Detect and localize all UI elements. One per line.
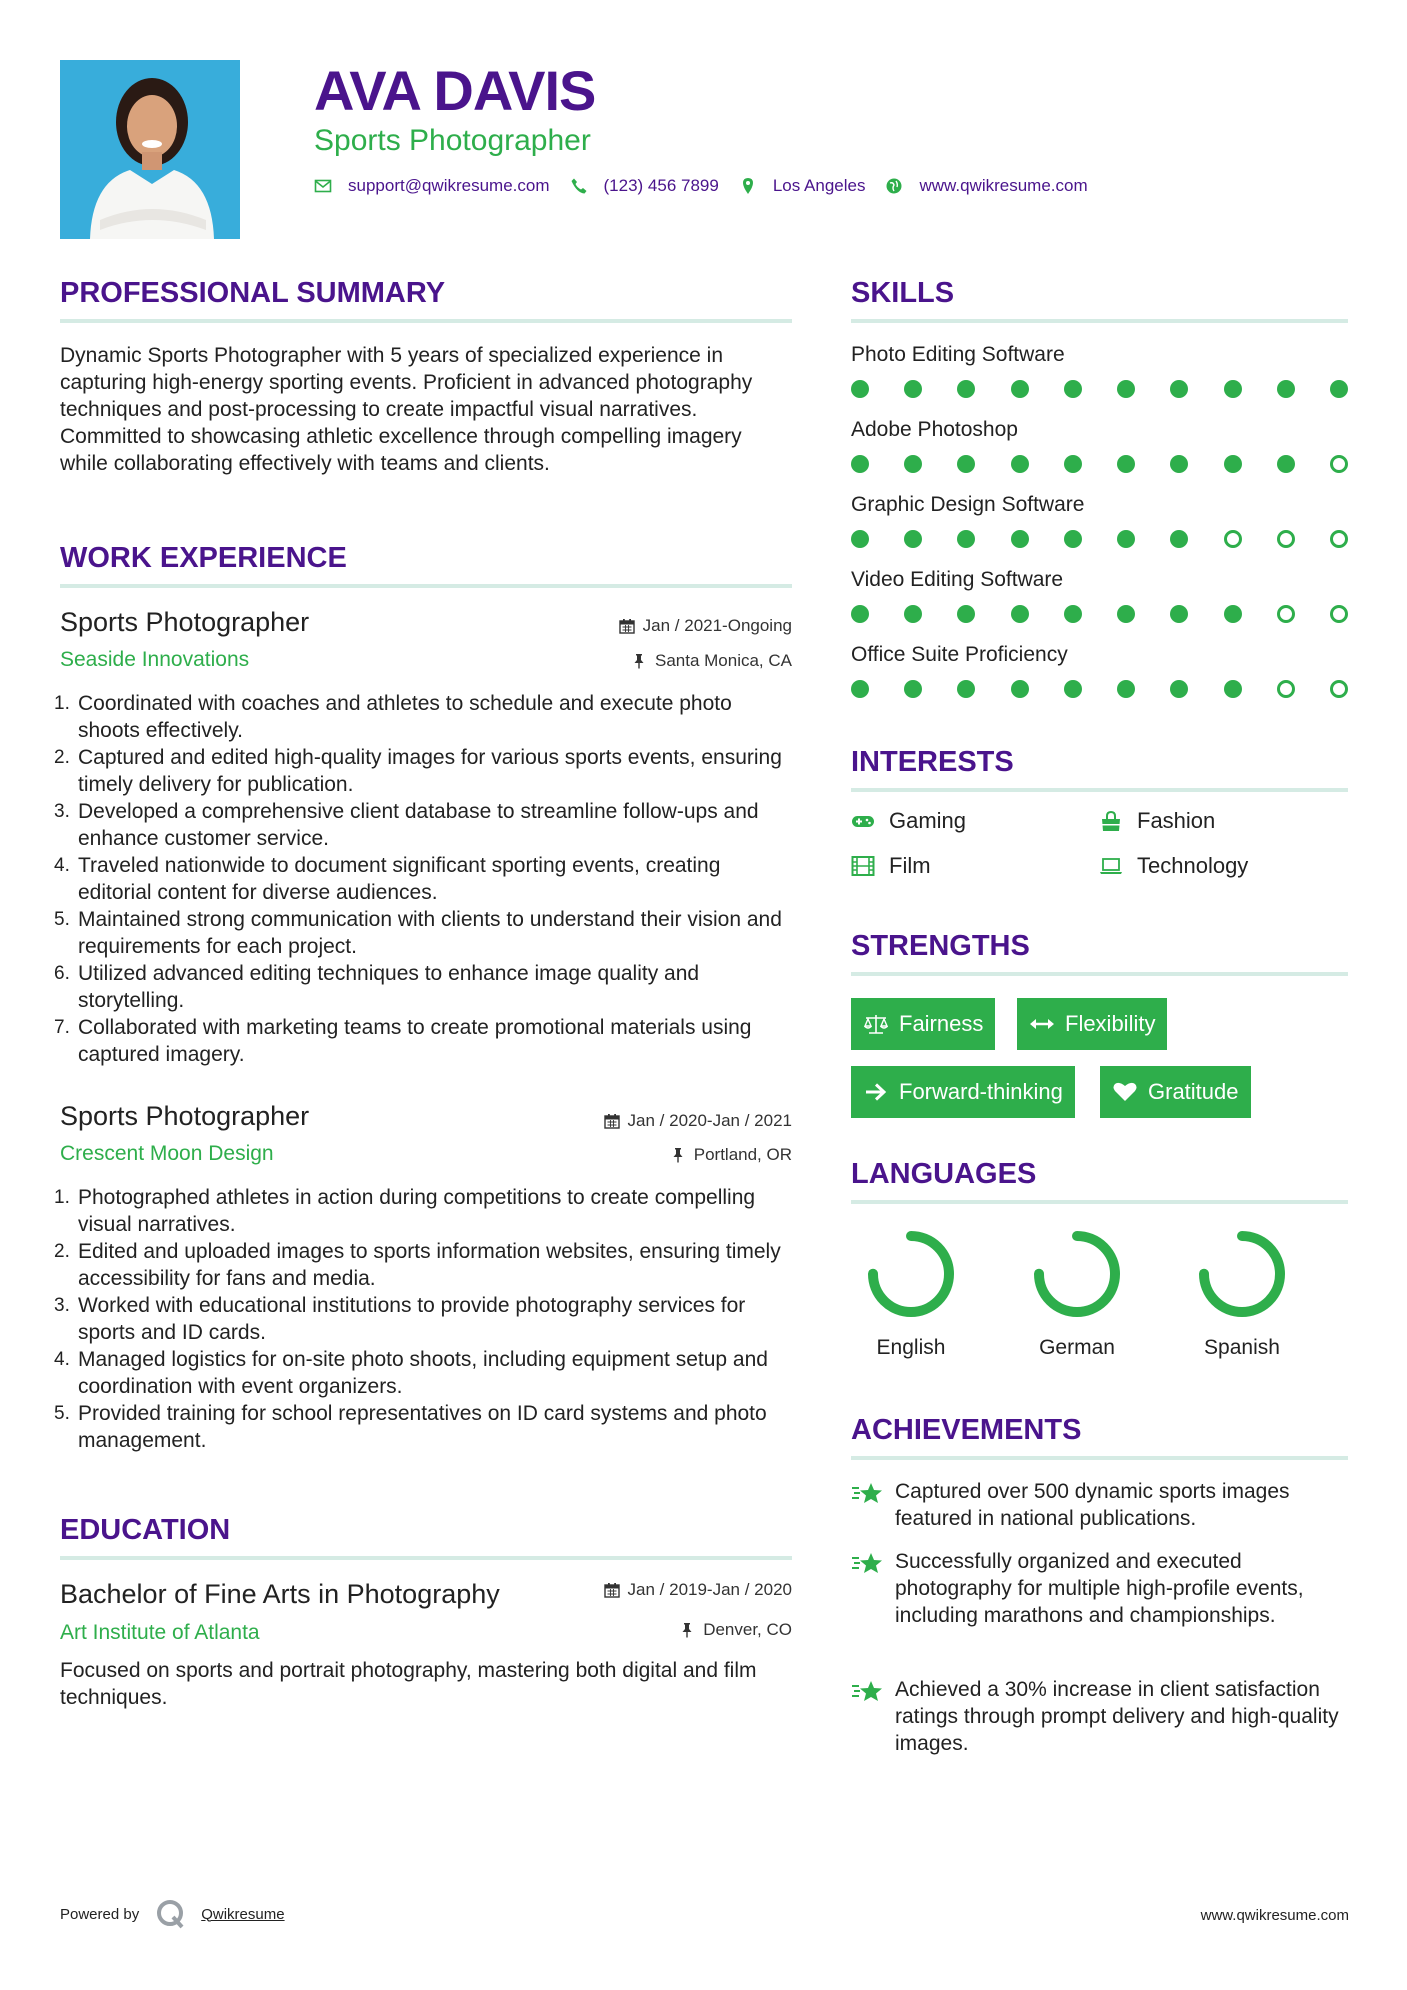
star-trophy-icon — [851, 1480, 885, 1508]
job-2-dates — [480, 1111, 792, 1131]
rating-dot-filled — [1011, 680, 1029, 698]
rating-dot-empty — [1330, 455, 1348, 473]
list-item: 1. Coordinated with coaches and athletes to schedule and execute photo shoots effectively. — [54, 692, 732, 742]
rating-dot-filled — [1170, 680, 1188, 698]
profile-photo — [60, 60, 240, 239]
achievements-divider — [851, 1456, 1348, 1460]
rating-dot-filled — [1011, 380, 1029, 398]
strengths-divider — [851, 972, 1348, 976]
rating-dot-filled — [1170, 380, 1188, 398]
rating-dot-filled — [1170, 455, 1188, 473]
language-level-ring — [1029, 1226, 1125, 1322]
rating-dot-filled — [904, 455, 922, 473]
list-item: 1. Photographed athletes in action during competitions to create compelling visual narratives. — [54, 1186, 756, 1236]
list-item: 5. Provided training for school representatives on ID card systems and photo management. — [54, 1402, 767, 1452]
rating-dot-filled — [957, 455, 975, 473]
skill-name: Photo Editing Software — [851, 343, 1065, 366]
language-item — [1027, 1226, 1127, 1360]
profile-photo-illustration — [60, 60, 240, 239]
duty-text: Traveled nationwide to document significant sporting events, creating editorial content for diverse audiences. — [78, 854, 721, 904]
phone-icon — [570, 177, 588, 195]
achievement-item — [851, 1548, 1348, 1629]
candidate-title: Sports Photographer — [314, 124, 591, 157]
laptop-icon — [1099, 855, 1123, 877]
skill-rating — [851, 380, 1348, 398]
candidate-name: AVA DAVIS — [314, 59, 596, 122]
job-1-duties — [54, 690, 792, 1068]
rating-dot-empty — [1330, 605, 1348, 623]
job-1-location-text: Santa Monica, CA — [654, 651, 792, 670]
rating-dot-filled — [851, 455, 869, 473]
education-dates — [480, 1580, 792, 1600]
rating-dot-empty — [1277, 680, 1295, 698]
arrows-horizontal-icon — [1029, 1013, 1055, 1035]
achievement-text: Captured over 500 dynamic sports images featured in national publications. — [895, 1480, 1290, 1530]
language-level-arc — [1204, 1236, 1280, 1312]
powered-by-text: Powered by — [60, 1905, 140, 1923]
film-icon — [851, 855, 875, 877]
strength-label: Flexibility — [1065, 1011, 1156, 1036]
map-marker-icon — [739, 177, 757, 195]
contact-bar — [314, 176, 1108, 196]
list-item: 6. Utilized advanced editing techniques to enhance image quality and storytelling. — [54, 962, 700, 1012]
rating-dot-filled — [957, 380, 975, 398]
footer-site[interactable]: www.qwikresume.com — [1200, 1907, 1349, 1924]
job-1-dates — [500, 616, 792, 636]
list-item: 4. Managed logistics for on-site photo shoots, including equipment setup and coordination with event organizers. — [54, 1348, 768, 1398]
strength-forward-thinking — [851, 1066, 1075, 1118]
skill-rating — [851, 680, 1348, 698]
rating-dot-filled — [1277, 455, 1295, 473]
job-2-location-text: Portland, OR — [693, 1145, 792, 1164]
rating-dot-filled — [851, 605, 869, 623]
interest-film — [851, 853, 931, 879]
gamepad-icon — [851, 810, 875, 832]
achievement-item — [851, 1676, 1348, 1757]
rating-dot-filled — [957, 680, 975, 698]
job-2-company: Crescent Moon Design — [60, 1142, 274, 1165]
achievement-item — [851, 1478, 1348, 1532]
duty-text: Coordinated with coaches and athletes to schedule and execute photo shoots effectively. — [78, 692, 732, 742]
rating-dot-filled — [904, 680, 922, 698]
rating-dot-filled — [1064, 680, 1082, 698]
language-level-arc — [873, 1236, 949, 1312]
list-item: 7. Collaborated with marketing teams to create promotional materials using captured imagery. — [54, 1016, 752, 1066]
rating-dot-empty — [1224, 530, 1242, 548]
language-name: Spanish — [1204, 1336, 1280, 1359]
rating-dot-filled — [1011, 530, 1029, 548]
language-name: English — [876, 1336, 946, 1359]
arrow-right-icon — [863, 1081, 889, 1103]
rating-dot-filled — [1117, 455, 1135, 473]
rating-dot-empty — [1330, 530, 1348, 548]
footer-powered — [60, 1898, 285, 1930]
skill-name: Office Suite Proficiency — [851, 643, 1068, 666]
contact-email-text: support@qwikresume.com — [348, 176, 550, 195]
pushpin-icon — [679, 1622, 695, 1638]
strength-label: Forward-thinking — [899, 1079, 1063, 1104]
rating-dot-filled — [851, 380, 869, 398]
shopping-bag-icon — [1099, 810, 1123, 832]
education-location-text: Denver, CO — [703, 1620, 792, 1639]
job-1-location — [500, 651, 792, 671]
language-level-arc — [1039, 1236, 1115, 1312]
duty-text: Utilized advanced editing techniques to enhance image quality and storytelling. — [78, 962, 700, 1012]
skill-name: Graphic Design Software — [851, 493, 1085, 516]
education-degree: Bachelor of Fine Arts in Photography — [60, 1579, 500, 1609]
star-trophy-icon — [851, 1550, 885, 1578]
rating-dot-filled — [1117, 530, 1135, 548]
rating-dot-filled — [1277, 380, 1295, 398]
rating-dot-filled — [1170, 530, 1188, 548]
rating-dot-filled — [1117, 380, 1135, 398]
interest-fashion — [1099, 808, 1215, 834]
rating-dot-filled — [1117, 680, 1135, 698]
rating-dot-empty — [1330, 680, 1348, 698]
education-text: Focused on sports and portrait photography, mastering both digital and film techniques. — [60, 1659, 757, 1709]
calendar-icon — [604, 1113, 620, 1129]
list-item: 4. Traveled nationwide to document significant sporting events, creating editorial content for diverse audiences. — [54, 854, 721, 904]
list-item: 3. Developed a comprehensive client database to streamline follow-ups and enhance customer service. — [54, 800, 759, 850]
skill-rating — [851, 605, 1348, 623]
duty-text: Managed logistics for on-site photo shoots, including equipment setup and coordination with event organizers. — [78, 1348, 768, 1398]
education-dates-text: Jan / 2019-Jan / 2020 — [627, 1580, 792, 1599]
qwikresume-logo-icon — [155, 1898, 187, 1930]
contact-website-text: www.qwikresume.com — [919, 176, 1088, 195]
heart-icon — [1112, 1081, 1138, 1103]
strengths-heading: STRENGTHS — [851, 930, 1030, 962]
rating-dot-filled — [1224, 680, 1242, 698]
job-2-dates-text: Jan / 2020-Jan / 2021 — [627, 1111, 792, 1130]
language-level-ring — [863, 1226, 959, 1322]
interests-heading: INTERESTS — [851, 746, 1014, 778]
summary-heading: PROFESSIONAL SUMMARY — [60, 277, 446, 309]
rating-dot-filled — [1170, 605, 1188, 623]
interest-label: Gaming — [889, 808, 967, 833]
contact-location — [739, 176, 866, 196]
rating-dot-filled — [1224, 380, 1242, 398]
achievement-text: Successfully organized and executed photography for multiple high-profile events, including marathons and championships. — [895, 1550, 1304, 1627]
skill-rating — [851, 455, 1348, 473]
contact-phone-text: (123) 456 7899 — [603, 176, 719, 195]
contact-phone[interactable] — [570, 176, 719, 196]
achievements-heading: ACHIEVEMENTS — [851, 1414, 1082, 1446]
languages-divider — [851, 1200, 1348, 1204]
language-item — [861, 1226, 961, 1360]
rating-dot-filled — [1011, 605, 1029, 623]
contact-website[interactable] — [885, 176, 1087, 196]
job-2-title: Sports Photographer — [60, 1101, 310, 1131]
education-divider — [60, 1556, 792, 1560]
duty-text: Maintained strong communication with clients to understand their vision and requirements for each project. — [78, 908, 782, 958]
qwikresume-link[interactable]: Qwikresume — [201, 1905, 285, 1923]
interest-label: Fashion — [1137, 808, 1216, 833]
strength-gratitude — [1100, 1066, 1251, 1118]
skill-rating — [851, 530, 1348, 548]
contact-email[interactable] — [314, 176, 550, 196]
rating-dot-filled — [1011, 455, 1029, 473]
rating-dot-filled — [1224, 605, 1242, 623]
pushpin-icon — [631, 653, 647, 669]
interests-divider — [851, 788, 1348, 792]
rating-dot-filled — [1064, 605, 1082, 623]
rating-dot-empty — [1277, 530, 1295, 548]
rating-dot-filled — [1330, 380, 1348, 398]
star-trophy-icon — [851, 1678, 885, 1706]
experience-heading: WORK EXPERIENCE — [60, 542, 347, 574]
list-item: 3. Worked with educational institutions to provide photography services for sports and ID cards. — [54, 1294, 746, 1344]
job-2-location — [500, 1145, 792, 1165]
pushpin-icon — [670, 1147, 686, 1163]
duty-text: Edited and uploaded images to sports information websites, ensuring timely accessibility for fans and media. — [78, 1240, 781, 1290]
list-item: 5. Maintained strong communication with clients to understand their vision and requirements for each project. — [54, 908, 782, 958]
skills-divider — [851, 319, 1348, 323]
summary-divider — [60, 319, 792, 323]
interest-gaming — [851, 808, 966, 834]
job-1-title: Sports Photographer — [60, 607, 310, 637]
education-location — [500, 1620, 792, 1640]
globe-icon — [885, 177, 903, 195]
rating-dot-filled — [957, 605, 975, 623]
duty-text: Worked with educational institutions to provide photography services for sports and ID cards. — [78, 1294, 746, 1344]
summary-text: Dynamic Sports Photographer with 5 years of specialized experience in capturing high-energy sporting events. Proficient in advanced photography techniques and post-processing to create impactful visual narratives. Committed to showcasing athletic excellence through compelling imagery while collaborating effectively with teams and clients. — [60, 344, 753, 475]
job-2-duties — [54, 1184, 792, 1454]
language-name: German — [1039, 1336, 1115, 1359]
education-heading: EDUCATION — [60, 1514, 231, 1546]
education-school: Art Institute of Atlanta — [60, 1621, 260, 1644]
interest-label: Film — [889, 853, 931, 878]
language-item — [1192, 1226, 1292, 1360]
calendar-icon — [604, 1582, 620, 1598]
list-item: 2. Captured and edited high-quality images for various sports events, ensuring timely delivery for publication. — [54, 746, 782, 796]
interest-label: Technology — [1137, 853, 1249, 878]
rating-dot-filled — [1224, 455, 1242, 473]
strength-fairness — [851, 998, 995, 1050]
languages-heading: LANGUAGES — [851, 1158, 1037, 1190]
interest-technology — [1099, 853, 1248, 879]
strength-flexibility — [1017, 998, 1167, 1050]
skill-name: Video Editing Software — [851, 568, 1064, 591]
duty-text: Collaborated with marketing teams to create promotional materials using captured imagery. — [78, 1016, 752, 1066]
rating-dot-filled — [957, 530, 975, 548]
rating-dot-filled — [1064, 530, 1082, 548]
skill-name: Adobe Photoshop — [851, 418, 1018, 441]
rating-dot-empty — [1277, 605, 1295, 623]
rating-dot-filled — [851, 680, 869, 698]
strength-label: Fairness — [899, 1011, 984, 1036]
experience-divider — [60, 584, 792, 588]
language-level-ring — [1194, 1226, 1290, 1322]
contact-location-text: Los Angeles — [772, 176, 866, 195]
strength-label: Gratitude — [1148, 1079, 1239, 1104]
envelope-icon — [314, 177, 332, 195]
job-1-company: Seaside Innovations — [60, 648, 250, 671]
duty-text: Captured and edited high-quality images for various sports events, ensuring timely delivery for publication. — [78, 746, 782, 796]
duty-text: Developed a comprehensive client database to streamline follow-ups and enhance customer service. — [78, 800, 759, 850]
rating-dot-filled — [851, 530, 869, 548]
rating-dot-filled — [1064, 380, 1082, 398]
duty-text: Provided training for school representatives on ID card systems and photo management. — [78, 1402, 767, 1452]
rating-dot-filled — [1117, 605, 1135, 623]
balance-scale-icon — [863, 1013, 889, 1035]
list-item: 2. Edited and uploaded images to sports information websites, ensuring timely accessibility for fans and media. — [54, 1240, 781, 1290]
skills-heading: SKILLS — [851, 277, 955, 309]
job-1-dates-text: Jan / 2021-Ongoing — [642, 616, 792, 635]
duty-text: Photographed athletes in action during competitions to create compelling visual narratives. — [78, 1186, 756, 1236]
rating-dot-filled — [1064, 455, 1082, 473]
calendar-icon — [619, 618, 635, 634]
rating-dot-filled — [904, 605, 922, 623]
rating-dot-filled — [904, 530, 922, 548]
rating-dot-filled — [904, 380, 922, 398]
achievement-text: Achieved a 30% increase in client satisfaction ratings through prompt delivery and high-quality images. — [895, 1678, 1339, 1755]
